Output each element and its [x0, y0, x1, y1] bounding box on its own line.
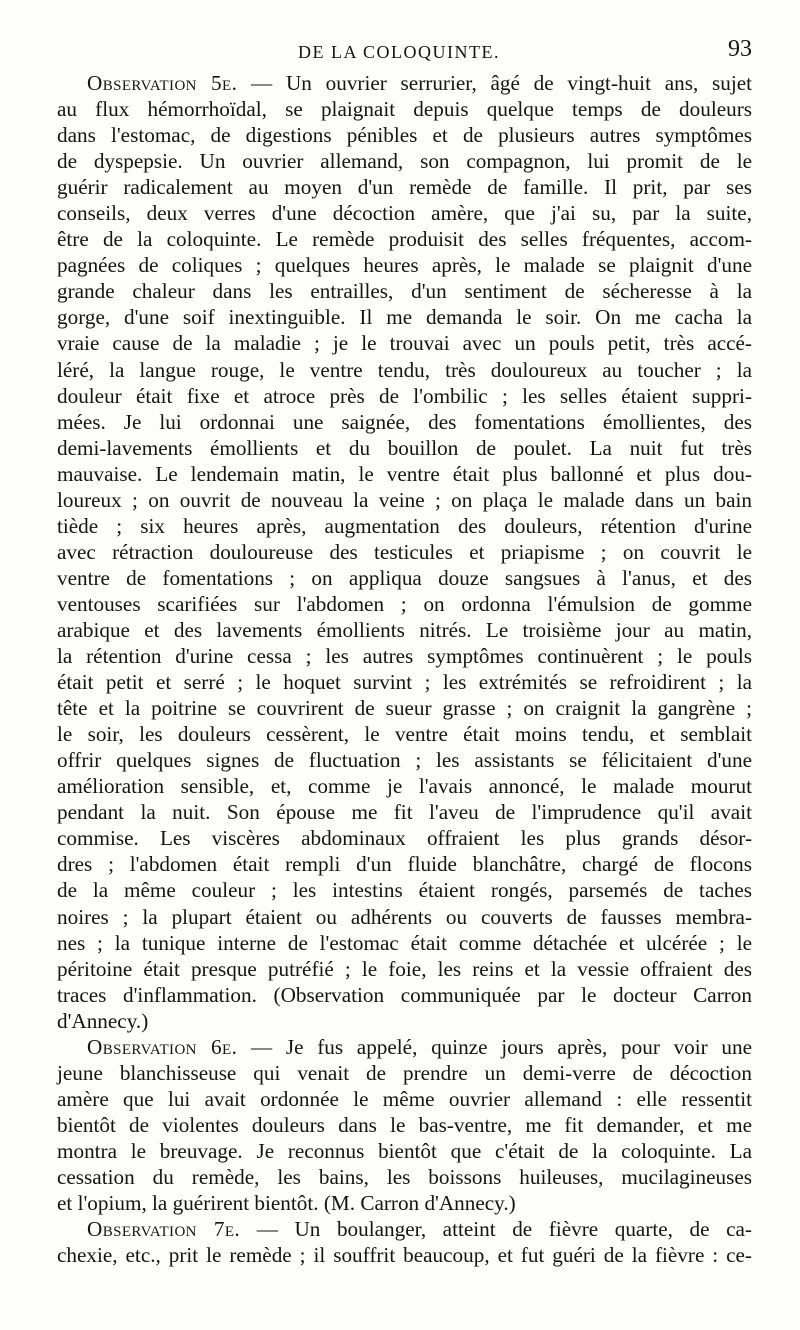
text-line: mées. Je lui ordonnai une saignée, des fomentations émollientes, des [57, 409, 752, 434]
observation-6-paragraph [57, 1034, 752, 1216]
text-line: ventre de fomentations ; on appliqua douze sangsues à l'anus, et des [57, 565, 752, 590]
text-line: arabique et des lavements émollients nitrés. Le troisième jour au matin, [57, 617, 752, 642]
text-line: de dyspepsie. Un ouvrier allemand, son compagnon, lui promit de le [57, 149, 752, 174]
text-line: pagnées de coliques ; quelques heures après, le malade se plaignit d'une [57, 253, 752, 278]
text-line: nes ; la tunique interne de l'estomac était comme détachée et ulcérée ; le [57, 930, 752, 955]
text-line: la rétention d'urine cessa ; les autres symptômes continuèrent ; le pouls [57, 644, 752, 669]
text-line: Observation 7e. — Un boulanger, atteint de fièvre quarte, de ca- [87, 1217, 752, 1242]
text-line: tête et la poitrine se couvrirent de sueur grasse ; on craignit la gangrène ; [57, 696, 752, 721]
text-line: ventouses scarifiées sur l'abdomen ; on ordonna l'émulsion de gomme [57, 591, 752, 616]
observation-heading: Observation 7e. [87, 1217, 241, 1242]
text-line: montra le breuvage. Je reconnus bientôt que c'était de la coloquinte. La [57, 1138, 752, 1163]
text-line: gorge, d'une soif inextinguible. Il me demanda le soir. On me cacha la [57, 305, 752, 330]
text-line: chexie, etc., prit le remède ; il souffrit beaucoup, et fut guéri de la fièvre : ce- [57, 1243, 752, 1268]
text-line: vraie cause de la maladie ; je le trouvai avec un pouls petit, très accé- [57, 331, 752, 356]
text-line: léré, la langue rouge, le ventre tendu, très douloureux au toucher ; la [57, 357, 752, 382]
text-line: traces d'inflammation. (Observation communiquée par le docteur Carron [57, 982, 752, 1007]
text-line: dans l'estomac, de digestions pénibles et de plusieurs autres symptômes [57, 123, 752, 148]
text-line: Observation 5e. — Un ouvrier serrurier, âgé de vingt-huit ans, sujet [87, 71, 753, 95]
text-line: cessation du remède, les bains, les boissons huileuses, mucilagineuses [57, 1164, 752, 1189]
text-line: le soir, les douleurs cessèrent, le ventre était moins tendu, et semblait [57, 722, 752, 747]
observation-7-paragraph [57, 1216, 752, 1268]
text-line: mauvaise. Le lendemain matin, le ventre était plus ballonné et plus dou- [57, 461, 752, 486]
text-line: jeune blanchisseuse qui venait de prendre un demi-verre de décoction [57, 1060, 752, 1085]
observation-heading: Observation 6e. [87, 1034, 238, 1059]
text-line: offrir quelques signes de fluctuation ; les assistants se félicitaient d'une [57, 748, 752, 773]
text-line: pendant la nuit. Son épouse me fit l'aveu de l'imprudence qu'il avait [57, 800, 752, 825]
text-line: était petit et serré ; le hoquet survint ; les extrémités se refroidirent ; la [57, 670, 752, 695]
page-header [60, 36, 752, 66]
text-line: Observation 6e. — Je fus appelé, quinze jours après, pour voir une [87, 1034, 752, 1059]
text-line: douleur était fixe et atroce près de l'ombilic ; les selles étaient suppri- [57, 383, 752, 408]
text-line: commise. Les viscères abdominaux offraient les plus grands désor- [57, 826, 752, 851]
text-line: avec rétraction douloureuse des testicules et priapisme ; on couvrit le [57, 539, 752, 564]
text-line: amère que lui avait ordonnée le même ouvrier allemand : elle ressentit [57, 1086, 752, 1111]
text-line: guérir radicalement au moyen d'un remède de famille. Il prit, par ses [57, 175, 752, 200]
page-body [57, 70, 752, 1268]
running-title: DE LA COLOQUINTE. [298, 42, 500, 62]
text-line: dres ; l'abdomen était rempli d'un fluide blanchâtre, chargé de flocons [57, 852, 752, 877]
text-line: tiède ; six heures après, augmentation des douleurs, rétention d'urine [57, 513, 752, 538]
text-line: grande chaleur dans les entrailles, d'un sentiment de sécheresse à la [57, 279, 752, 304]
text-line: demi-lavements émollients et du bouillon de poulet. La nuit fut très [57, 435, 752, 460]
observation-heading: Observation 5e. [87, 71, 238, 95]
text-line: de la même couleur ; les intestins étaient rongés, parsemés de taches [57, 878, 752, 903]
text-line: bientôt de violentes douleurs dans le bas-ventre, me fit demander, et me [57, 1112, 752, 1137]
page-number: 93 [728, 36, 752, 62]
text-line: conseils, deux verres d'une décoction amère, que j'ai su, par la suite, [57, 201, 752, 226]
text-line: péritoine était presque putréfié ; le foie, les reins et la vessie offraient des [57, 956, 752, 981]
text-line: au flux hémorrhoïdal, se plaignait depuis quelque temps de douleurs [57, 97, 752, 122]
observation-5-paragraph [57, 70, 752, 1034]
text-line: et l'opium, la guérirent bientôt. (M. Carron d'Annecy.) [57, 1191, 516, 1216]
text-line: noires ; la plupart étaient ou adhérents ou couverts de fausses membra- [57, 904, 752, 929]
text-line: être de la coloquinte. Le remède produisit des selles fréquentes, accom- [57, 227, 752, 252]
text-line: amélioration sensible, et, comme je l'avais annoncé, le malade mourut [57, 774, 752, 799]
text-line: loureux ; on ouvrit de nouveau la veine ; on plaça le malade dans un bain [57, 487, 752, 512]
text-line: d'Annecy.) [57, 1008, 149, 1033]
